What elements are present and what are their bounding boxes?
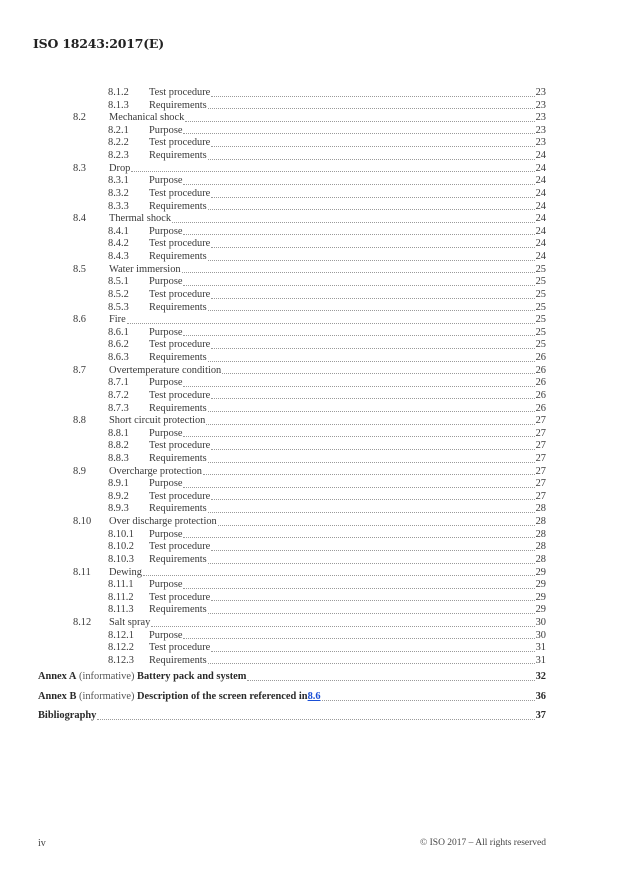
toc-entry-label: Test procedure xyxy=(149,440,211,452)
toc-entry-number: 8.5.2 xyxy=(108,288,129,300)
toc-entry[interactable] xyxy=(108,592,546,605)
toc-entry-label: Dewing xyxy=(109,566,142,578)
footer-copyright: © ISO 2017 – All rights reserved xyxy=(420,838,546,848)
leader-dots xyxy=(208,504,535,513)
toc-entry-page: 28 xyxy=(535,541,546,553)
toc-entry-page: 27 xyxy=(535,440,546,452)
toc-entry-number: 8.2 xyxy=(73,112,86,124)
leader-dots xyxy=(183,428,534,437)
leader-dots xyxy=(322,692,535,701)
toc-entry-number: 8.12.2 xyxy=(108,642,134,654)
toc-entry-page: 23 xyxy=(535,112,546,124)
toc-entry-number: 8.11.2 xyxy=(108,591,134,603)
leader-dots xyxy=(203,466,535,475)
toc-entry-number: 8.11 xyxy=(73,566,91,578)
toc-entry-page: 27 xyxy=(535,415,546,427)
toc-entry-page: 23 xyxy=(535,124,546,136)
toc-entry-label: Test procedure xyxy=(149,591,211,603)
toc-entry-page: 23 xyxy=(535,87,546,98)
toc-entry[interactable] xyxy=(108,339,546,352)
toc-entry-number: 8.5.3 xyxy=(108,301,129,313)
toc-entry-number: 8.3.2 xyxy=(108,187,129,199)
leader-dots xyxy=(211,542,534,551)
toc-entry-label: Test procedure xyxy=(149,490,211,502)
toc-entry-page: 25 xyxy=(535,339,546,351)
leader-dots xyxy=(208,454,535,463)
toc-entry-page: 25 xyxy=(535,314,546,326)
toc-entry-page: 27 xyxy=(535,452,546,464)
toc-entry[interactable] xyxy=(108,276,546,289)
toc-entry-number: 8.8 xyxy=(73,415,86,427)
toc-entry-label: Requirements xyxy=(149,251,207,263)
toc-entry-number: 8.3.1 xyxy=(108,175,129,187)
toc-entry-number: 8.9.2 xyxy=(108,490,129,502)
toc-entry-page: 26 xyxy=(535,377,546,389)
annex-a-page: 32 xyxy=(535,671,546,682)
toc-entry-page: 28 xyxy=(535,503,546,515)
toc-entry-label: Test procedure xyxy=(149,389,211,401)
toc-entry-page: 26 xyxy=(535,389,546,401)
toc-entry-label: Requirements xyxy=(149,99,207,111)
toc-entry-page: 29 xyxy=(535,591,546,603)
toc-entry-number: 8.9 xyxy=(73,465,86,477)
toc-entry[interactable] xyxy=(73,264,546,277)
toc-entry-page: 27 xyxy=(535,427,546,439)
toc-entry-page: 24 xyxy=(535,187,546,199)
toc-entry[interactable] xyxy=(108,440,546,453)
annex-a-prefix: Annex A xyxy=(38,671,77,682)
annex-b-prefix: Annex B xyxy=(38,691,77,702)
toc-entry-number: 8.10 xyxy=(73,516,92,528)
annex-a-type: (informative) xyxy=(79,671,135,682)
toc-entry[interactable] xyxy=(108,87,546,100)
toc-entry[interactable] xyxy=(108,491,546,504)
toc-entry[interactable] xyxy=(108,390,546,403)
toc-annex-b[interactable] xyxy=(38,690,546,704)
toc-entry-label: Overcharge protection xyxy=(109,465,202,477)
toc-entry-number: 8.4 xyxy=(73,213,86,225)
leader-dots xyxy=(222,365,534,374)
leader-dots xyxy=(211,390,534,399)
leader-dots xyxy=(208,353,535,362)
leader-dots xyxy=(143,567,535,576)
leader-dots xyxy=(208,302,535,311)
toc-annex-a[interactable] xyxy=(38,670,546,684)
toc-entry[interactable] xyxy=(73,516,546,529)
toc-entry[interactable] xyxy=(73,415,546,428)
toc-entry-page: 27 xyxy=(535,465,546,477)
bibliography-title: Bibliography xyxy=(38,710,97,721)
toc-entry-page: 24 xyxy=(535,213,546,225)
leader-dots xyxy=(183,479,534,488)
toc-entry-label: Requirements xyxy=(149,352,207,364)
toc-entry-page: 29 xyxy=(535,579,546,591)
toc-entry-number: 8.9.1 xyxy=(108,478,129,490)
toc-entry-page: 26 xyxy=(535,402,546,414)
toc-entry-page: 23 xyxy=(535,99,546,111)
toc-entry[interactable] xyxy=(108,377,546,390)
leader-dots xyxy=(211,491,534,500)
toc-entry-page: 28 xyxy=(535,516,546,528)
toc-entry-page: 24 xyxy=(535,162,546,174)
toc-entry-label: Overtemperature condition xyxy=(109,364,222,376)
annex-b-reference-link[interactable]: 8.6 xyxy=(307,691,321,702)
toc-entry-number: 8.6.2 xyxy=(108,339,129,351)
toc-entry[interactable] xyxy=(108,630,546,643)
toc-entry[interactable] xyxy=(108,503,546,516)
leader-dots xyxy=(97,711,534,720)
toc-entry[interactable] xyxy=(108,604,546,617)
leader-dots xyxy=(183,630,534,639)
annex-b-page: 36 xyxy=(535,691,546,702)
toc-entry-label: Requirements xyxy=(149,200,207,212)
toc-entry[interactable] xyxy=(73,365,546,378)
toc-entry-page: 24 xyxy=(535,150,546,162)
leader-dots xyxy=(183,529,534,538)
toc-entry-number: 8.10.1 xyxy=(108,528,134,540)
toc-entry-page: 24 xyxy=(535,251,546,263)
toc-entry-label: Fire xyxy=(109,314,126,326)
toc-entry[interactable] xyxy=(73,314,546,327)
toc-entry-page: 25 xyxy=(535,263,546,275)
toc-entry-number: 8.4.2 xyxy=(108,238,129,250)
leader-dots xyxy=(218,517,535,526)
toc-entry-label: Requirements xyxy=(149,654,207,666)
toc-entry-number: 8.10.2 xyxy=(108,541,134,553)
leader-dots xyxy=(183,277,534,286)
leader-dots xyxy=(211,290,534,299)
toc-entry-page: 27 xyxy=(535,490,546,502)
toc-entry-label: Requirements xyxy=(149,402,207,414)
toc-entry-label: Requirements xyxy=(149,301,207,313)
toc-entry[interactable] xyxy=(108,125,546,138)
toc-entry-label: Test procedure xyxy=(149,642,211,654)
toc-entry-label: Purpose xyxy=(149,528,183,540)
toc-entry[interactable] xyxy=(108,289,546,302)
leader-dots xyxy=(211,189,534,198)
toc-entry[interactable] xyxy=(108,226,546,239)
toc-entry[interactable] xyxy=(108,352,546,365)
toc-entry[interactable] xyxy=(108,655,546,668)
toc-entry-number: 8.6.3 xyxy=(108,352,129,364)
toc-entry-label: Test procedure xyxy=(149,288,211,300)
toc-entry-label: Purpose xyxy=(149,478,183,490)
toc-entry-page: 24 xyxy=(535,238,546,250)
toc-entry-page: 30 xyxy=(535,629,546,641)
leader-dots xyxy=(211,592,534,601)
leader-dots xyxy=(172,214,535,223)
toc-entry-number: 8.6.1 xyxy=(108,326,129,338)
leader-dots xyxy=(131,163,534,172)
toc-entry-number: 8.8.1 xyxy=(108,427,129,439)
toc-entry-number: 8.5.1 xyxy=(108,276,129,288)
toc-entry-number: 8.5 xyxy=(73,263,86,275)
toc-entry-label: Drop xyxy=(109,162,131,174)
toc-entry-label: Test procedure xyxy=(149,87,211,98)
toc-entry[interactable] xyxy=(108,188,546,201)
toc-entry-number: 8.3.3 xyxy=(108,200,129,212)
toc-entry-page: 23 xyxy=(535,137,546,149)
leader-dots xyxy=(211,441,534,450)
toc-entry-page: 25 xyxy=(535,288,546,300)
leader-dots xyxy=(211,340,534,349)
toc-entry-number: 8.2.3 xyxy=(108,150,129,162)
toc-entry-label: Requirements xyxy=(149,452,207,464)
toc-entry[interactable] xyxy=(73,466,546,479)
toc-entry-label: Water immersion xyxy=(109,263,181,275)
toc-entry-number: 8.7.1 xyxy=(108,377,129,389)
toc-entry-page: 24 xyxy=(535,175,546,187)
toc-entry-number: 8.8.2 xyxy=(108,440,129,452)
toc-entry[interactable] xyxy=(108,428,546,441)
toc-entry[interactable] xyxy=(108,238,546,251)
toc-entry[interactable] xyxy=(108,150,546,163)
toc-entry-label: Purpose xyxy=(149,579,183,591)
toc-entry[interactable] xyxy=(108,302,546,315)
annex-a-title: Battery pack and system xyxy=(137,671,247,682)
bibliography-page: 37 xyxy=(535,710,546,721)
toc-entry[interactable] xyxy=(73,112,546,125)
toc-entry[interactable] xyxy=(108,137,546,150)
toc-entry-page: 29 xyxy=(535,566,546,578)
toc-entry[interactable] xyxy=(108,100,546,113)
toc-entry-label: Purpose xyxy=(149,175,183,187)
leader-dots xyxy=(211,138,534,147)
toc-entry[interactable] xyxy=(73,163,546,176)
toc-entry-page: 28 xyxy=(535,553,546,565)
toc-entry-number: 8.1.3 xyxy=(108,99,129,111)
toc-entry-number: 8.12.1 xyxy=(108,629,134,641)
toc-entry-label: Test procedure xyxy=(149,238,211,250)
toc-entry-label: Over discharge protection xyxy=(109,516,217,528)
toc-entry-label: Requirements xyxy=(149,604,207,616)
page-header-title: ISO 18243:2017(E) xyxy=(33,36,164,51)
toc-entry[interactable] xyxy=(108,579,546,592)
toc-entry-page: 28 xyxy=(535,528,546,540)
toc-entry-number: 8.2.2 xyxy=(108,137,129,149)
toc-entry-label: Purpose xyxy=(149,326,183,338)
toc-entry-label: Purpose xyxy=(149,629,183,641)
toc-entry-number: 8.6 xyxy=(73,314,86,326)
toc-entry[interactable] xyxy=(73,213,546,226)
leader-dots xyxy=(183,327,534,336)
toc-entry-label: Requirements xyxy=(149,150,207,162)
toc-entry-page: 24 xyxy=(535,200,546,212)
footer-page-number: iv xyxy=(38,838,46,849)
toc-entry-number: 8.7.3 xyxy=(108,402,129,414)
toc-entry-page: 26 xyxy=(535,352,546,364)
leader-dots xyxy=(208,151,535,160)
leader-dots xyxy=(211,88,534,97)
leader-dots xyxy=(247,672,534,681)
toc-entry-page: 31 xyxy=(535,654,546,666)
toc-entry-label: Test procedure xyxy=(149,137,211,149)
toc-entry-page: 26 xyxy=(535,364,546,376)
leader-dots xyxy=(183,176,534,185)
leader-dots xyxy=(208,555,535,564)
toc-entry-label: Salt spray xyxy=(109,617,151,629)
leader-dots xyxy=(183,378,534,387)
toc-entry-number: 8.12 xyxy=(73,617,92,629)
leader-dots xyxy=(208,100,535,109)
toc-entry-number: 8.9.3 xyxy=(108,503,129,515)
leader-dots xyxy=(211,239,534,248)
toc-entry-number: 8.4.1 xyxy=(108,225,129,237)
toc-entry-number: 8.11.1 xyxy=(108,579,134,591)
toc-entry-page: 25 xyxy=(535,326,546,338)
toc-entry-number: 8.3 xyxy=(73,162,86,174)
toc-entry[interactable] xyxy=(108,175,546,188)
toc-entry-page: 29 xyxy=(535,604,546,616)
toc-entry-page: 27 xyxy=(535,478,546,490)
leader-dots xyxy=(208,403,535,412)
toc-entry-number: 8.1.2 xyxy=(108,87,129,98)
toc-entry[interactable] xyxy=(73,567,546,580)
toc-entry-number: 8.10.3 xyxy=(108,553,134,565)
toc-entry[interactable] xyxy=(108,453,546,466)
toc-entry-number: 8.12.3 xyxy=(108,654,134,666)
toc-entry[interactable] xyxy=(108,541,546,554)
toc-entry[interactable] xyxy=(108,251,546,264)
toc-entry[interactable] xyxy=(108,478,546,491)
annex-b-type: (informative) xyxy=(79,691,135,702)
toc-entry-label: Purpose xyxy=(149,427,183,439)
leader-dots xyxy=(206,416,534,425)
toc-bibliography[interactable] xyxy=(38,709,546,723)
leader-dots xyxy=(127,315,535,324)
leader-dots xyxy=(183,125,534,134)
leader-dots xyxy=(182,264,535,273)
annex-b-title: Description of the screen referenced in xyxy=(137,691,308,702)
toc-entry[interactable] xyxy=(108,327,546,340)
toc-entry-number: 8.8.3 xyxy=(108,452,129,464)
toc-entry-number: 8.11.3 xyxy=(108,604,134,616)
toc-entry-label: Thermal shock xyxy=(109,213,172,225)
toc-entry-number: 8.7 xyxy=(73,364,86,376)
leader-dots xyxy=(208,252,535,261)
toc-entry-label: Requirements xyxy=(149,553,207,565)
toc-entry-page: 30 xyxy=(535,617,546,629)
toc-entry-label: Purpose xyxy=(149,276,183,288)
toc-entry-number: 8.2.1 xyxy=(108,124,129,136)
leader-dots xyxy=(185,113,534,122)
toc-entry-page: 25 xyxy=(535,301,546,313)
toc-entry-label: Purpose xyxy=(149,124,183,136)
toc-entry-page: 31 xyxy=(535,642,546,654)
toc-entry-label: Mechanical shock xyxy=(109,112,185,124)
toc-entry[interactable] xyxy=(73,617,546,630)
leader-dots xyxy=(208,655,535,664)
leader-dots xyxy=(183,580,534,589)
leader-dots xyxy=(208,201,535,210)
toc-entry-number: 8.4.3 xyxy=(108,251,129,263)
toc-entry-label: Requirements xyxy=(149,503,207,515)
leader-dots xyxy=(211,643,534,652)
toc-entry[interactable] xyxy=(108,201,546,214)
leader-dots xyxy=(208,605,535,614)
leader-dots xyxy=(183,226,534,235)
toc-entry[interactable] xyxy=(108,642,546,655)
toc-entry-label: Test procedure xyxy=(149,541,211,553)
toc-entry-label: Purpose xyxy=(149,225,183,237)
toc-entry-page: 25 xyxy=(535,276,546,288)
toc-entry-number: 8.7.2 xyxy=(108,389,129,401)
toc-entry[interactable] xyxy=(108,403,546,416)
leader-dots xyxy=(151,618,534,627)
toc-entry[interactable] xyxy=(108,529,546,542)
toc-entry[interactable] xyxy=(108,554,546,567)
toc-entry-label: Test procedure xyxy=(149,339,211,351)
toc-entry-page: 24 xyxy=(535,225,546,237)
toc-entry-label: Short circuit protection xyxy=(109,415,206,427)
toc-entry-label: Test procedure xyxy=(149,187,211,199)
toc-entry-label: Purpose xyxy=(149,377,183,389)
